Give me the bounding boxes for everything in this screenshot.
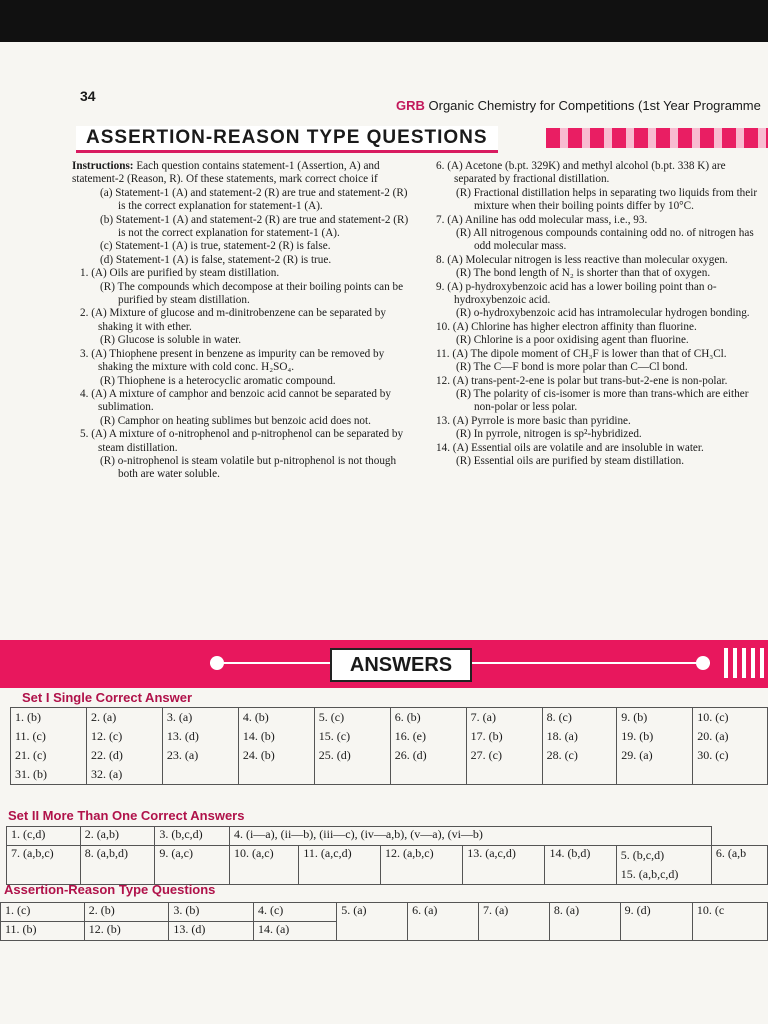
answer-value: 15. (a,b,c,d) [620, 867, 679, 881]
page-number: 34 [80, 88, 96, 104]
answer-cell: 9. (a,c) [155, 846, 230, 885]
question-2-reason: (R) Glucose is soluble in water. [100, 334, 242, 347]
question-14-assertion: 14. (A) Essential oils are volatile and are insoluble in water. [436, 441, 704, 454]
set1-table [10, 707, 768, 785]
choice-b: (b) Statement-1 (A) and statement-2 (R) are true and statement-2 (R) is not the correct explanation for statement-1 (A). [100, 213, 409, 240]
answer-cell [616, 846, 711, 885]
question-10-reason: (R) Chlorine is a poor oxidising agent than fluorine. [456, 334, 689, 347]
question-13-reason: (R) In pyrrole, nitrogen is sp²-hybridized. [456, 428, 642, 441]
answer-value: 3. (a) [166, 710, 193, 724]
question-4-reason: (R) Camphor on heating sublimes but benzoic acid does not. [100, 414, 371, 427]
answer-cell: 5. (a) [337, 903, 408, 941]
answer-value: 16. (e) [394, 729, 427, 743]
answer-column [11, 708, 87, 785]
answer-cell: 7. (a) [478, 903, 549, 941]
answer-cell: 2. (a,b) [80, 827, 155, 846]
question-9-assertion: 9. (A) p-hydroxybenzoic acid has a lower boiling point than o-hydroxybenzoic acid. [436, 280, 717, 307]
set1-heading: Set I Single Correct Answer [22, 690, 193, 705]
answer-value: 11. (c) [15, 729, 46, 743]
instructions-text: Each question contains statement-1 (Assertion, A) and statement-2 (Reason, R). Of these statements, mark correct choice if [72, 160, 380, 186]
question-14-reason: (R) Essential oils are purified by steam distillation. [456, 454, 685, 467]
answer-cell: 8. (a,b,d) [80, 846, 155, 885]
answer-cell: 2. (b) [84, 903, 169, 922]
set2-row-2 [7, 846, 768, 885]
question-1-reason: (R) The compounds which decompose at their boiling points can be purified by steam distillation. [100, 280, 404, 307]
question-list-left [72, 267, 412, 482]
answer-cell: 3. (b) [169, 903, 254, 922]
answer-cell: 13. (d) [169, 922, 254, 941]
right-column [428, 160, 768, 468]
question-6-reason: (R) Fractional distillation helps in separating two liquids from their mixture when their boiling points differ by 10°C. [456, 186, 758, 213]
set3-row-1 [1, 903, 768, 922]
set2-table [6, 826, 768, 885]
question-7-assertion: 7. (A) Aniline has odd molecular mass, i.e., 93. [436, 213, 648, 226]
answer-value: 7. (a) [470, 710, 496, 724]
answer-value: 29. (a) [621, 748, 653, 762]
instructions-lead: Instructions: [72, 160, 134, 172]
instructions [72, 160, 412, 187]
answer-cell-wide: 4. (i—a), (ii—b), (iii—c), (iv—a,b), (v—a), (vi—b) [229, 827, 711, 846]
left-column [72, 160, 412, 482]
answer-value: 30. (c) [697, 748, 729, 762]
answer-cell: 9. (d) [620, 903, 692, 941]
photo-top-edge [0, 0, 768, 42]
answer-cell: 3. (b,c,d) [155, 827, 230, 846]
question-3-assertion: 3. (A) Thiophene present in benzene as impurity can be removed by shaking the mixture with cold conc. H₂SO₄. [80, 347, 385, 374]
answer-column [617, 708, 693, 785]
section-title: ASSERTION-REASON TYPE QUESTIONS [76, 126, 498, 153]
answer-value: 5. (b,c,d) [620, 848, 665, 862]
answer-value: 14. (b) [242, 729, 275, 743]
decorative-stripes [546, 128, 768, 148]
answer-value: 18. (a) [546, 729, 578, 743]
answer-column [390, 708, 466, 785]
answer-cell: 4. (c) [253, 903, 336, 922]
answer-cell: 11. (a,c,d) [299, 846, 381, 885]
answer-value: 24. (b) [242, 748, 275, 762]
answer-cell: 12. (b) [84, 922, 169, 941]
question-10-assertion: 10. (A) Chlorine has higher electron affinity than fluorine. [436, 320, 697, 333]
answer-value: 21. (c) [15, 748, 47, 762]
answer-cell: 8. (a) [549, 903, 620, 941]
answer-column [466, 708, 542, 785]
brand-label: GRB [396, 98, 425, 113]
answer-value: 23. (a) [166, 748, 199, 762]
answer-cell: 12. (a,b,c) [380, 846, 462, 885]
answer-value: 2. (a) [90, 710, 117, 724]
answer-cell: 10. (a,c) [229, 846, 298, 885]
answer-cell: 11. (b) [1, 922, 85, 941]
set2-heading: Set II More Than One Correct Answers [8, 808, 245, 823]
answer-cell: 1. (c) [1, 903, 85, 922]
question-1-assertion: 1. (A) Oils are purified by steam distillation. [80, 267, 280, 280]
answer-column [86, 708, 162, 785]
answer-value: 6. (b) [394, 710, 421, 724]
answer-column [314, 708, 390, 785]
answer-value: 9. (b) [621, 710, 648, 724]
question-11-assertion: 11. (A) The dipole moment of CH₃F is lower than that of CH₃Cl. [436, 347, 727, 360]
question-6-assertion: 6. (A) Acetone (b.pt. 329K) and methyl alcohol (b.pt. 338 K) are separated by fractional distillation. [436, 160, 726, 186]
question-4-assertion: 4. (A) A mixture of camphor and benzoic acid cannot be separated by sublimation. [80, 387, 391, 414]
answer-value: 10. (c) [697, 710, 729, 724]
answer-cell: 6. (a) [408, 903, 479, 941]
answer-value: 1. (b) [15, 710, 41, 724]
answer-cell: 14. (a) [253, 922, 336, 941]
answer-value: 31. (b) [15, 767, 47, 781]
answer-cell: 13. (a,c,d) [463, 846, 545, 885]
section-title-band [76, 126, 768, 152]
answer-value: 4. (b) [242, 710, 269, 724]
answers-title: ANSWERS [330, 648, 472, 682]
question-11-reason: (R) The C—F bond is more polar than C—Cl bond. [456, 361, 688, 374]
answer-value: 22. (d) [90, 748, 123, 762]
answer-value: 20. (a) [697, 729, 729, 743]
answer-value: 32. (a) [90, 767, 123, 781]
banner-dot-icon [210, 656, 224, 670]
answer-column [162, 708, 238, 785]
set2-row-1 [7, 827, 768, 846]
question-9-reason: (R) o-hydroxybenzoic acid has intramolecular hydrogen bonding. [456, 307, 750, 320]
answer-cell: 6. (a,b [711, 846, 767, 885]
answer-value: 8. (c) [546, 710, 572, 724]
answer-value: 12. (c) [90, 729, 123, 743]
question-2-assertion: 2. (A) Mixture of glucose and m-dinitrobenzene can be separated by shaking it with ether. [80, 307, 386, 333]
banner-bars [724, 648, 768, 678]
set1-row [11, 708, 768, 785]
answer-column [238, 708, 314, 785]
answer-value: 28. (c) [546, 748, 578, 762]
question-5-reason: (R) o-nitrophenol is steam volatile but p-nitrophenol is not though both are water soluble. [100, 454, 397, 481]
choice-c: (c) Statement-1 (A) is true, statement-2 (R) is false. [100, 240, 331, 253]
question-12-assertion: 12. (A) trans-pent-2-ene is polar but trans-but-2-ene is non-polar. [436, 374, 728, 387]
set3-table [0, 902, 768, 941]
choice-d: (d) Statement-1 (A) is false, statement-2 (R) is true. [100, 253, 332, 266]
answer-value: 5. (c) [318, 710, 345, 724]
answer-value: 25. (d) [318, 748, 351, 762]
answer-column [693, 708, 768, 785]
answer-column [542, 708, 617, 785]
answer-cell: 7. (a,b,c) [7, 846, 81, 885]
answer-cell: 14. (b,d) [545, 846, 616, 885]
answer-cell: 1. (c,d) [7, 827, 81, 846]
answer-value: 17. (b) [470, 729, 503, 743]
book-title: Organic Chemistry for Competitions (1st Year Programme [428, 98, 761, 113]
question-3-reason: (R) Thiophene is a heterocyclic aromatic compound. [100, 374, 336, 387]
banner-dot-icon [696, 656, 710, 670]
question-8-reason: (R) The bond length of N₂ is shorter than that of oxygen. [456, 267, 711, 280]
question-7-reason: (R) All nitrogenous compounds containing odd no. of nitrogen has odd molecular mass. [456, 227, 754, 253]
answer-cell: 10. (c [692, 903, 767, 941]
running-head [396, 98, 761, 113]
question-5-assertion: 5. (A) A mixture of o-nitrophenol and p-nitrophenol can be separated by steam distillation. [80, 428, 404, 454]
set3-heading: Assertion-Reason Type Questions [4, 882, 216, 897]
answer-value: 26. (d) [394, 748, 427, 762]
question-8-assertion: 8. (A) Molecular nitrogen is less reactive than molecular oxygen. [436, 253, 728, 266]
question-13-assertion: 13. (A) Pyrrole is more basic than pyridine. [436, 414, 631, 427]
answer-value: 27. (c) [470, 748, 502, 762]
answer-value: 15. (c) [318, 729, 351, 743]
answer-value: 19. (b) [621, 729, 654, 743]
answer-value: 13. (d) [166, 729, 199, 743]
choice-a: (a) Statement-1 (A) and statement-2 (R) are true and statement-2 (R) is the correct explanation for statement-1 (A). [100, 186, 408, 213]
question-12-reason: (R) The polarity of cis-isomer is more than trans-which are either non-polar or less polar. [456, 387, 749, 414]
